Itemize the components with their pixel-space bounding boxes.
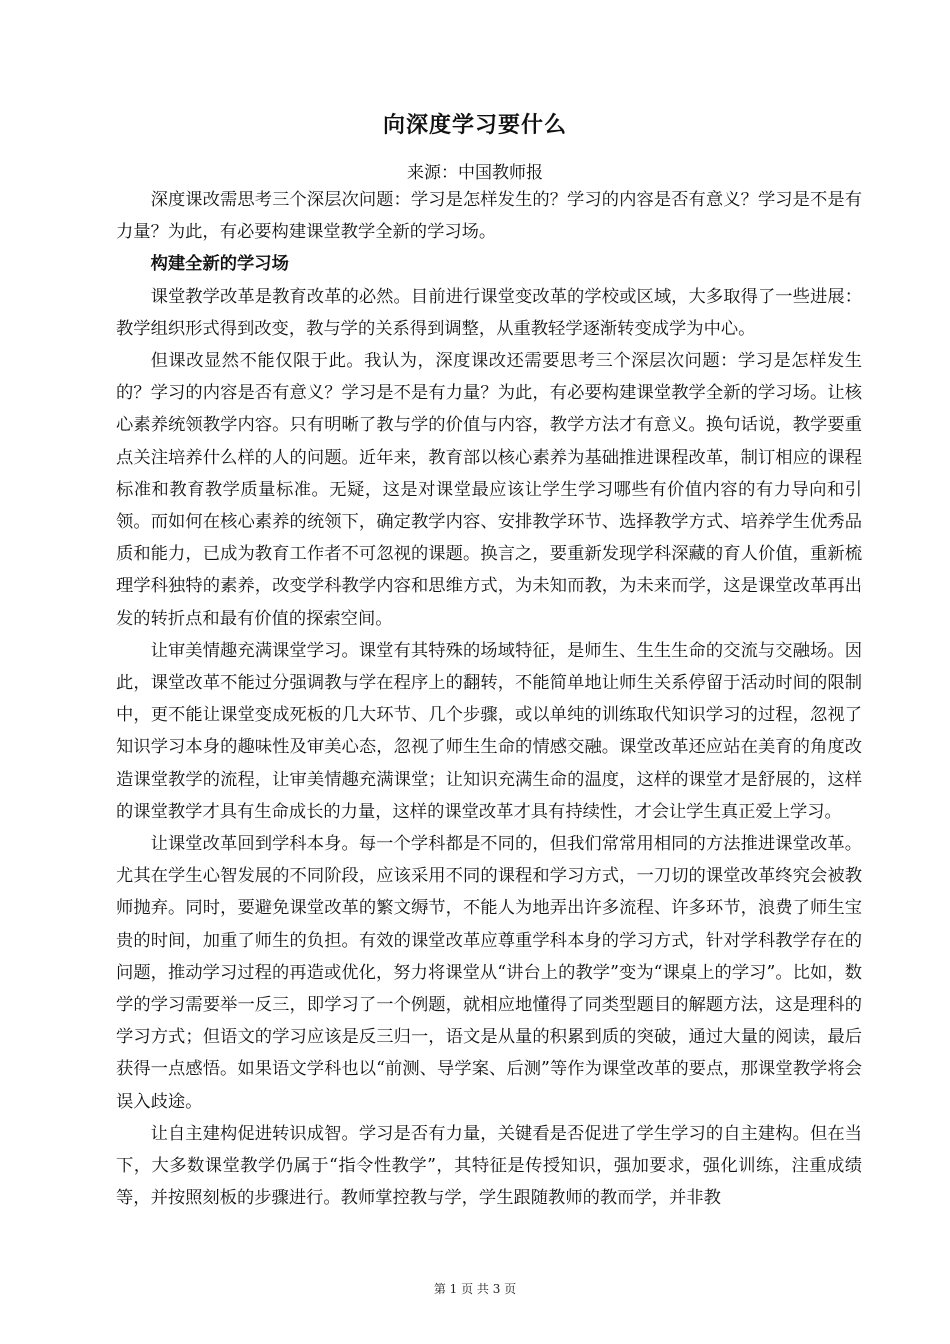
document-title: 向深度学习要什么 — [382, 112, 567, 138]
paragraph-3-text: 课堂有其特殊的场域特征，是师生、生生生命的交流与交融场。因此，课堂改革不能过分强调教与学在程序上的翻转，不能简单地让师生关系停留于活动时间的限制中，更不能让课堂变成死板的几大环节、几个步骤，或以单纯的训练取代知识学习的过程，忽视了知识学习本身的趣味性及审美心态，忽视了师生生命的情感交融。课堂改革还应站在美育的角度改造课堂教学的流程，让审美情趣充满课堂；让知识充满生命的温度，这样的课堂才是舒展的，这样的课堂教学才具有生命成长的力量，这样的课堂改革才具有持续性，才会让学生真正爱上学习。 — [116, 640, 862, 822]
document-source: 来源：中国教师报 — [407, 163, 543, 183]
paragraph-4-text: 每一个学科都是不同的，但我们常常用相同的方法推进课堂改革。尤其在学生心智发展的不同阶段，应该采用不同的课程和学习方式，一刀切的课堂改革终究会被教师抛弃。同时，要避免课堂改革的繁文缛节，不能人为地弄出许多流程、许多环节，浪费了师生宝贵的时间，加重了师生的负担。有效的课堂改革应尊重学科本身的学习方式，针对学科教学存在的问题，推动学习过程的再造或优化，努力将课堂从“讲台上的教学”变为“课桌上的学习”。比如，数学的学习需要举一反三，即学习了一个例题，就相应地懂得了同类型题目的解题方法，这是理科的学习方式；但语文的学习应该是反三归一，语文是从量的积累到质的突破，通过大量的阅读，最后获得一点感悟。如果语文学科也以“前测、导学案、后测”等作为课堂改革的要点，那课堂教学将会误入歧途。 — [116, 834, 862, 1112]
paragraph-4-lead: 让课堂改革回到学科本身。 — [150, 834, 359, 855]
paragraph-5-text: 学习是否有力量，关键看是否促进了学生学习的自主建构。但在当下，大多数课堂教学仍属于“指令性教学”，其特征是传授知识，强加要求，强化训练，注重成绩等，并按照刻板的步骤进行。教师掌控教与学，学生跟随教师的教而学，并非教 — [116, 1123, 862, 1209]
page-footer: 第 1 页 共 3 页 — [433, 1282, 517, 1296]
paragraph-5-lead: 让自主建构促进转识成智。 — [150, 1123, 359, 1144]
paragraph-3 — [116, 635, 862, 828]
paragraph-5 — [116, 1118, 862, 1215]
intro-paragraph: 深度课改需思考三个深层次问题：学习是怎样发生的？学习的内容是否有意义？学习是不是有力量？为此，有必要构建课堂教学全新的学习场。 — [116, 190, 862, 243]
paragraph-4 — [116, 828, 862, 1118]
paragraph-3-lead: 让审美情趣充满课堂学习。 — [150, 640, 359, 661]
paragraph-2: 但课改显然不能仅限于此。我认为，深度课改还需要思考三个深层次问题：学习是怎样发生的？学习的内容是否有意义？学习是不是有力量？为此，有必要构建课堂教学全新的学习场。让核心素养统领教学内容。只有明晰了教与学的价值与内容，教学方法才有意义。换句话说，教学要重点关注培养什么样的人的问题。近年来，教育部以核心素养为基础推进课程改革，制订相应的课程标准和教育教学质量标准。无疑，这是对课堂最应该让学生学习哪些有价值内容的有力导向和引领。而如何在核心素养的统领下，确定教学内容、安排教学环节、选择教学方式、培养学生优秀品质和能力，已成为教育工作者不可忽视的课题。换言之，要重新发现学科深藏的育人价值，重新梳理学科独特的素养，改变学科教学内容和思维方式，为未知而教，为未来而学，这是课堂改革再出发的转折点和最有价值的探索空间。 — [116, 351, 862, 629]
document-body — [116, 184, 862, 1215]
paragraph-1: 课堂教学改革是教育改革的必然。目前进行课堂变改革的学校或区域，大多取得了一些进展：教学组织形式得到改变，教与学的关系得到调整，从重教轻学逐渐转变成学为中心。 — [116, 286, 862, 339]
section-heading: 构建全新的学习场 — [150, 254, 289, 275]
